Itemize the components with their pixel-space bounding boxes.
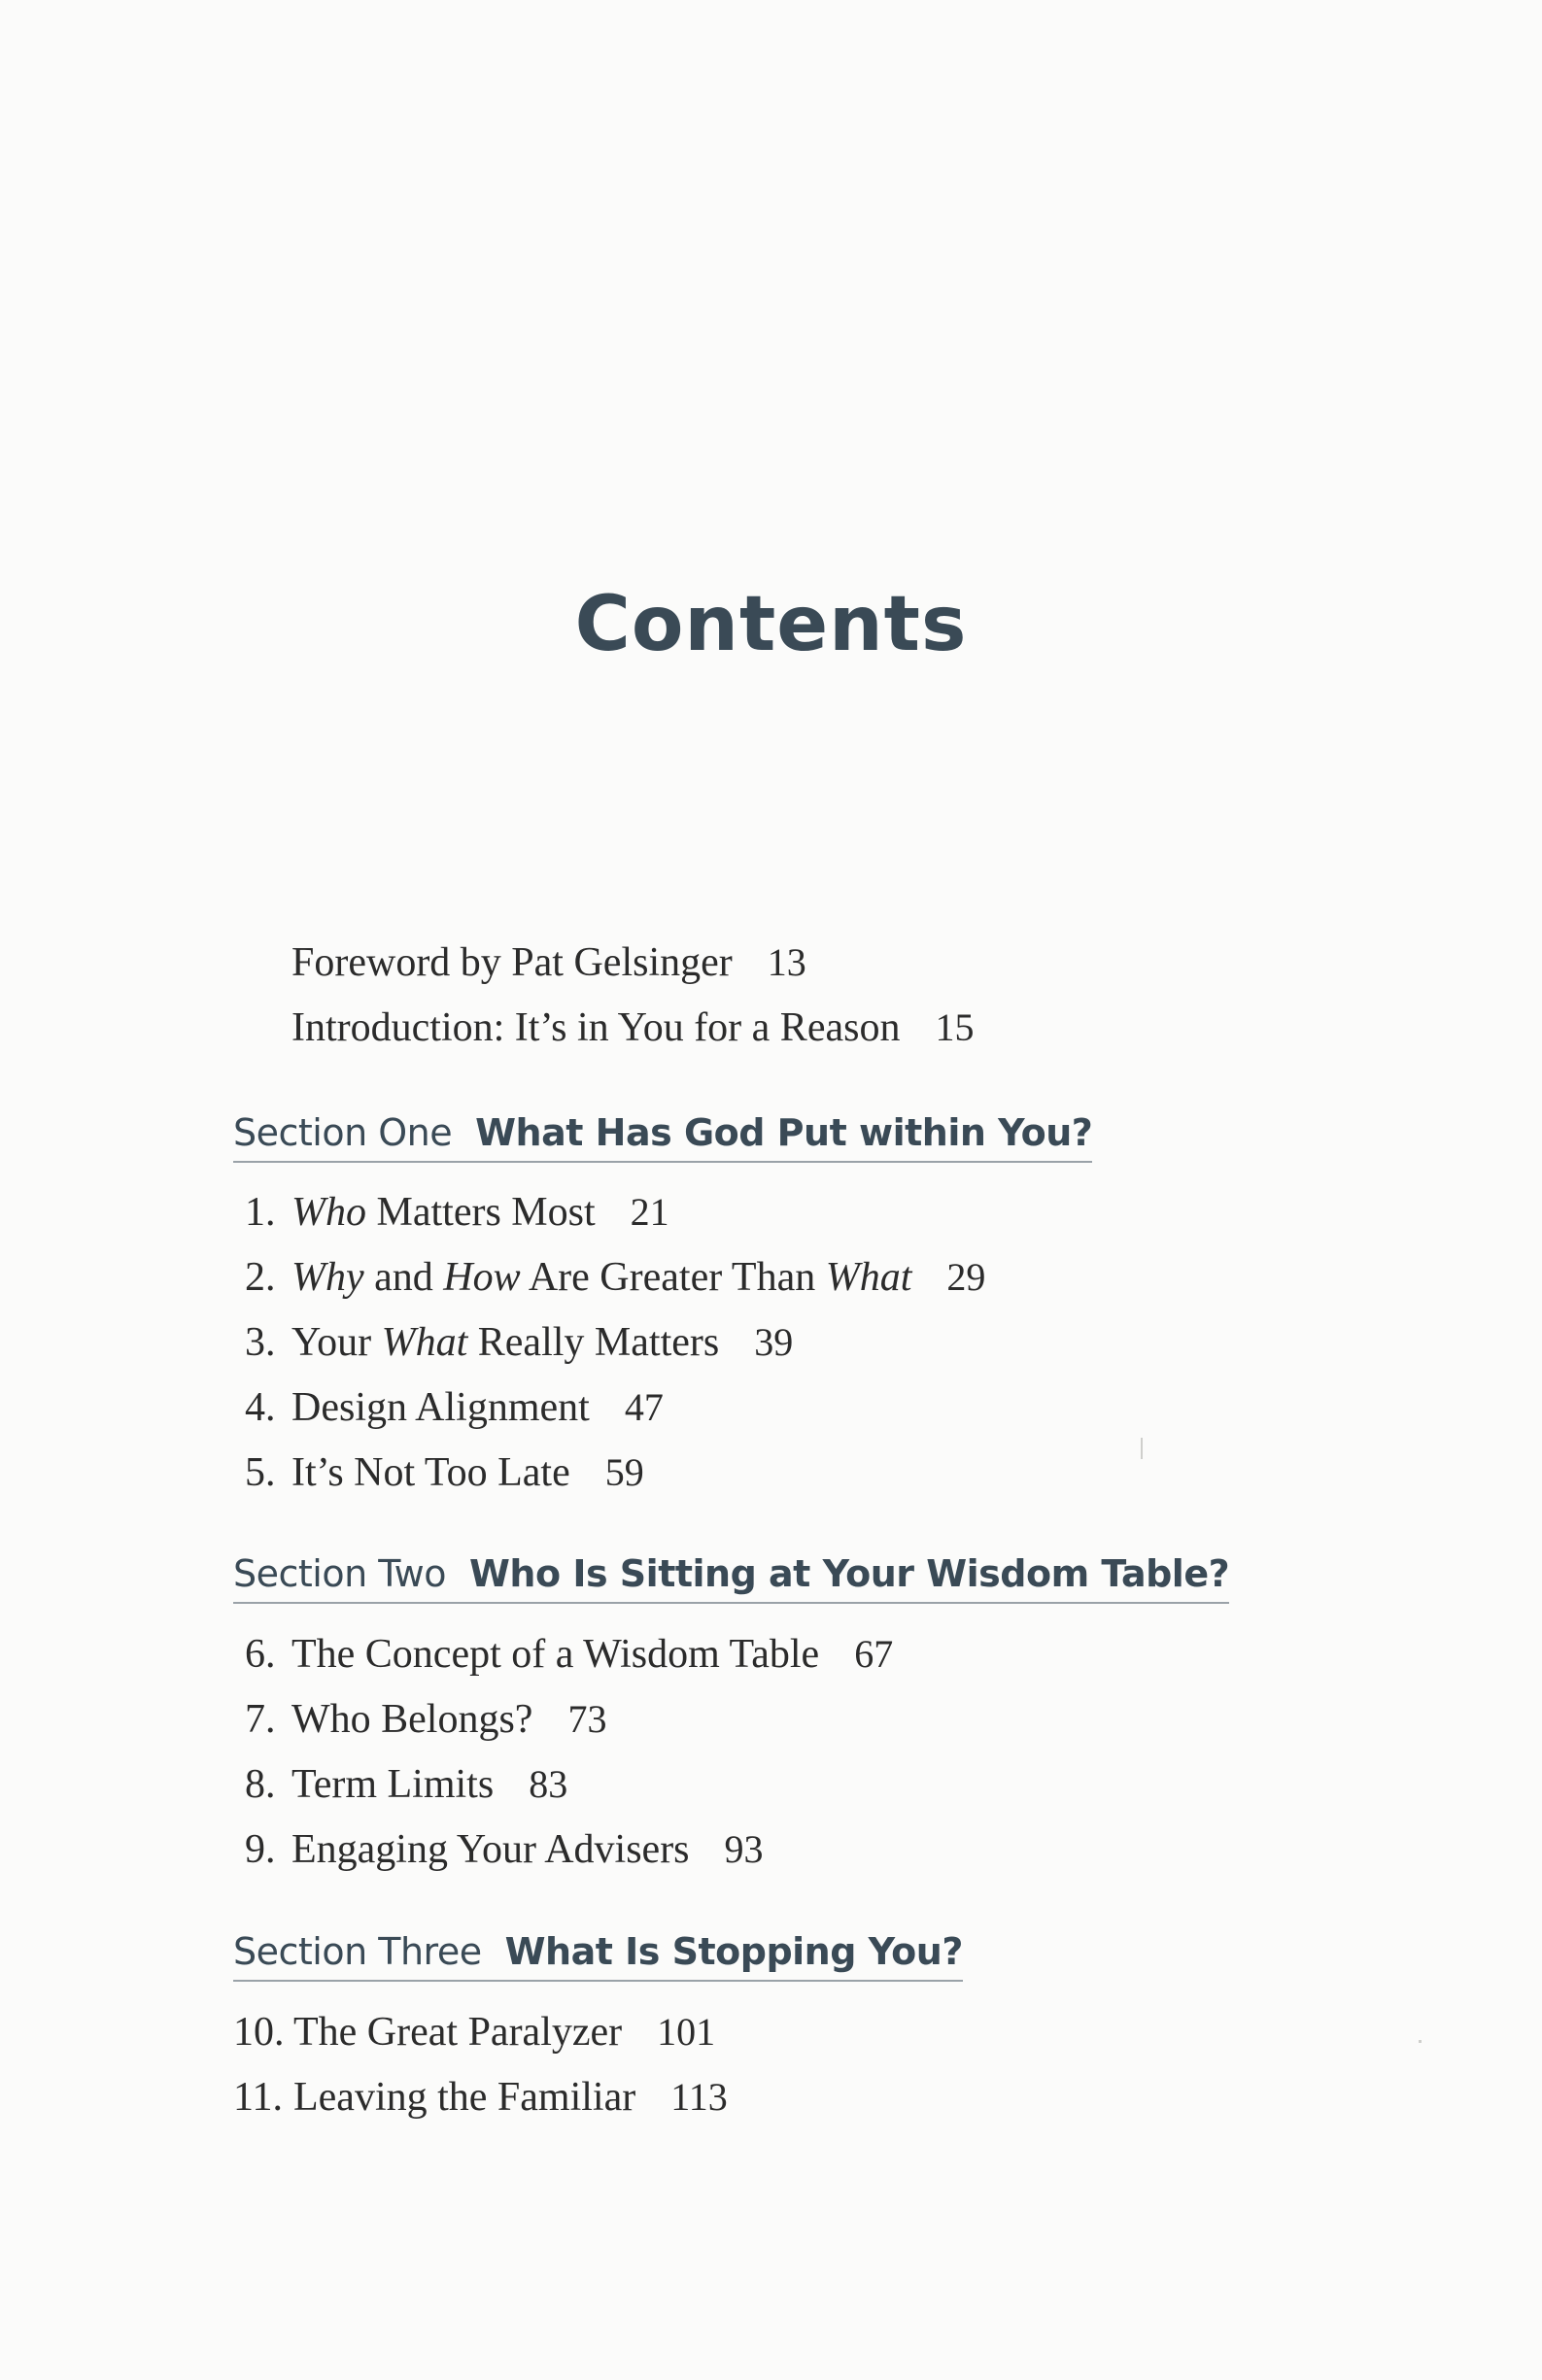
chapter-title: The Great Paralyzer (293, 2010, 623, 2055)
toc-chapter-4 (245, 1387, 664, 1428)
chapter-page: 73 (567, 1697, 607, 1741)
chapter-page: 21 (630, 1190, 669, 1234)
toc-entry-page: 13 (767, 940, 806, 984)
chapter-title: The Concept of a Wisdom Table (291, 1632, 820, 1677)
scan-mark (1141, 1438, 1143, 1459)
chapter-title: Engaging Your Advisers (291, 1827, 690, 1872)
chapter-title: Your What Really Matters (291, 1320, 720, 1365)
chapter-page: 29 (946, 1255, 986, 1299)
section-heading-two (233, 1552, 1230, 1604)
chapter-page: 93 (724, 1827, 764, 1871)
toc-chapter-2 (245, 1257, 985, 1298)
toc-entry-label: Introduction: It’s in You for a Reason (291, 1005, 901, 1050)
chapter-page: 47 (624, 1385, 664, 1429)
toc-entry-label: Foreword by Pat Gelsinger (291, 940, 733, 985)
section-heading-one (233, 1111, 1093, 1163)
section-label: Section Two (233, 1552, 447, 1595)
chapter-page: 113 (670, 2075, 728, 2119)
toc-chapter-1 (245, 1192, 669, 1233)
toc-chapter-11 (233, 2077, 728, 2118)
chapter-page: 101 (657, 2010, 716, 2054)
toc-entry-introduction (291, 1007, 974, 1048)
chapter-page: 39 (754, 1320, 794, 1364)
chapter-title: It’s Not Too Late (291, 1450, 570, 1495)
section-label: Section Three (233, 1930, 482, 1973)
section-title: What Has God Put within You? (475, 1111, 1093, 1154)
toc-chapter-9 (245, 1829, 764, 1870)
toc-entry-foreword (291, 942, 806, 983)
toc-chapter-6 (245, 1634, 893, 1675)
section-heading-three (233, 1930, 963, 1982)
section-title: What Is Stopping You? (504, 1930, 963, 1973)
section-label: Section One (233, 1111, 453, 1154)
scan-mark (1419, 2040, 1422, 2043)
chapter-number: 8. (245, 1762, 276, 1807)
section-title: Who Is Sitting at Your Wisdom Table? (469, 1552, 1230, 1595)
chapter-page: 83 (529, 1762, 568, 1806)
chapter-number: 10. (233, 2010, 285, 2055)
chapter-title: Why and How Are Greater Than What (291, 1255, 912, 1300)
chapter-number: 9. (245, 1827, 276, 1872)
chapter-number: 2. (245, 1255, 276, 1300)
chapter-number: 5. (245, 1450, 276, 1495)
toc-entry-page: 15 (935, 1005, 975, 1049)
toc-chapter-3 (245, 1322, 793, 1363)
chapter-number: 7. (245, 1697, 276, 1742)
toc-chapter-10 (233, 2012, 715, 2053)
chapter-title: Who Matters Most (291, 1190, 596, 1235)
chapter-title: Design Alignment (291, 1385, 590, 1430)
chapter-page: 59 (604, 1450, 644, 1494)
chapter-number: 3. (245, 1320, 276, 1365)
chapter-title: Who Belongs? (291, 1697, 533, 1742)
toc-chapter-5 (245, 1452, 644, 1493)
chapter-title: Leaving the Familiar (293, 2075, 636, 2120)
chapter-number: 4. (245, 1385, 276, 1430)
chapter-title: Term Limits (291, 1762, 495, 1807)
chapter-number: 1. (245, 1190, 276, 1235)
chapter-number: 6. (245, 1632, 276, 1677)
chapter-number: 11. (233, 2075, 283, 2120)
toc-chapter-8 (245, 1764, 567, 1805)
toc-chapter-7 (245, 1699, 606, 1740)
page-title: Contents (574, 581, 968, 668)
chapter-page: 67 (854, 1632, 894, 1676)
